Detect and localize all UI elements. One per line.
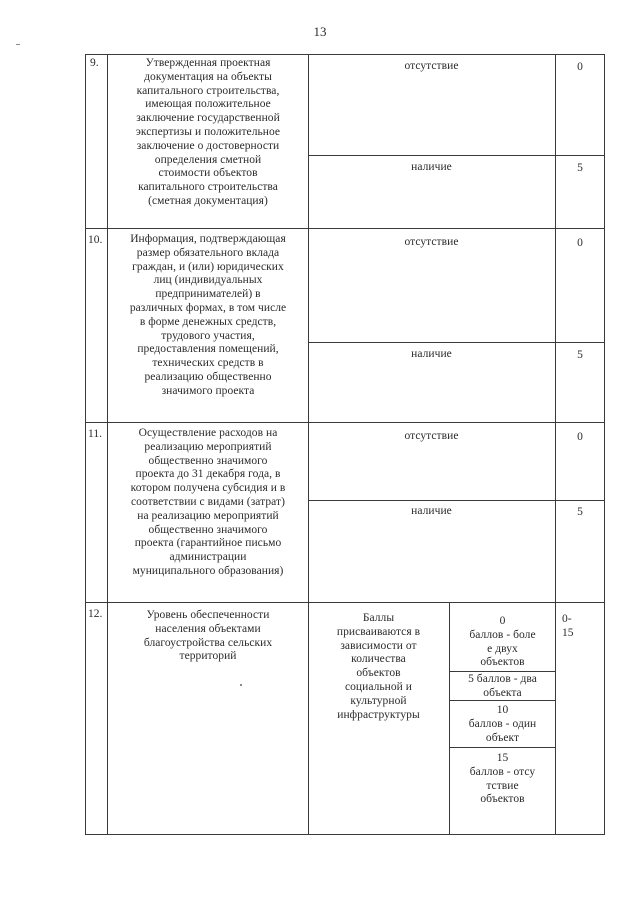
column-border [85, 54, 86, 834]
row-border [85, 834, 605, 835]
criterion-text: Утвержденная проектная документация на объекты капитального строительства, имеющая положительное заключение государственной экспертизы и положительное заключение о достоверности определения сметной стоимости объектов капитального строительства (сметная документация) [135, 57, 281, 207]
option-label: наличие [411, 161, 452, 173]
option-separator [308, 500, 605, 501]
option-label: отсутствие [404, 60, 459, 72]
sub-option-separator [449, 671, 555, 672]
option-label: наличие [411, 505, 452, 517]
scan-speck [16, 44, 20, 45]
row-number: 11. [88, 428, 102, 440]
row-number: 10. [88, 234, 103, 246]
option-score: 5 [577, 506, 583, 518]
option-score: 0 [577, 61, 583, 73]
sub-option-separator [449, 747, 555, 748]
row-border [85, 228, 605, 229]
sub-option: 10 баллов - один объект [468, 704, 537, 744]
row-border [85, 602, 605, 603]
option-label: отсутствие [404, 236, 459, 248]
column-border [604, 54, 605, 834]
sub-option: 5 баллов - два объекта [468, 673, 537, 699]
row-number: 9. [90, 57, 99, 69]
scan-speck [240, 684, 242, 686]
column-border [107, 54, 108, 834]
option-label: отсутствие [404, 430, 459, 442]
option-separator [308, 155, 605, 156]
criterion-text: Информация, подтверждающая размер обязательного вклада граждан, и (или) юридических лиц (индивидуальных предпринимателей) в различных формах, в том числе в форме денежных средств, трудового участия, предоставления помещений, технических средств в реализацию общественно значимого проекта [129, 233, 287, 397]
option-score: 5 [577, 349, 583, 361]
row-score: 0- 15 [562, 613, 574, 639]
criterion-text: Уровень обеспеченности населения объектами благоустройства сельских территорий [143, 609, 273, 663]
row-number: 12. [88, 608, 103, 620]
option-separator [308, 342, 605, 343]
sub-option: 15 баллов - отсу тствие объектов [469, 752, 536, 806]
row-border [85, 422, 605, 423]
option-label: наличие [411, 348, 452, 360]
page-number: 13 [313, 24, 327, 39]
criterion-description: Баллы присваиваются в зависимости от количества объектов социальной и культурной инфраструктуры [336, 612, 421, 721]
option-score: 5 [577, 162, 583, 174]
sub-option: 0 баллов - боле е двух объектов [469, 615, 536, 669]
option-score: 0 [577, 237, 583, 249]
option-score: 0 [577, 431, 583, 443]
row-border [85, 54, 605, 55]
criterion-text: Осуществление расходов на реализацию мероприятий общественно значимого проекта до 31 декабря года, в котором получена субсидия и в соответствии с видами (затрат) на реализацию мероприятий общественно значимого проекта (гарантийное письмо администрации муниципального образования) [130, 427, 286, 577]
